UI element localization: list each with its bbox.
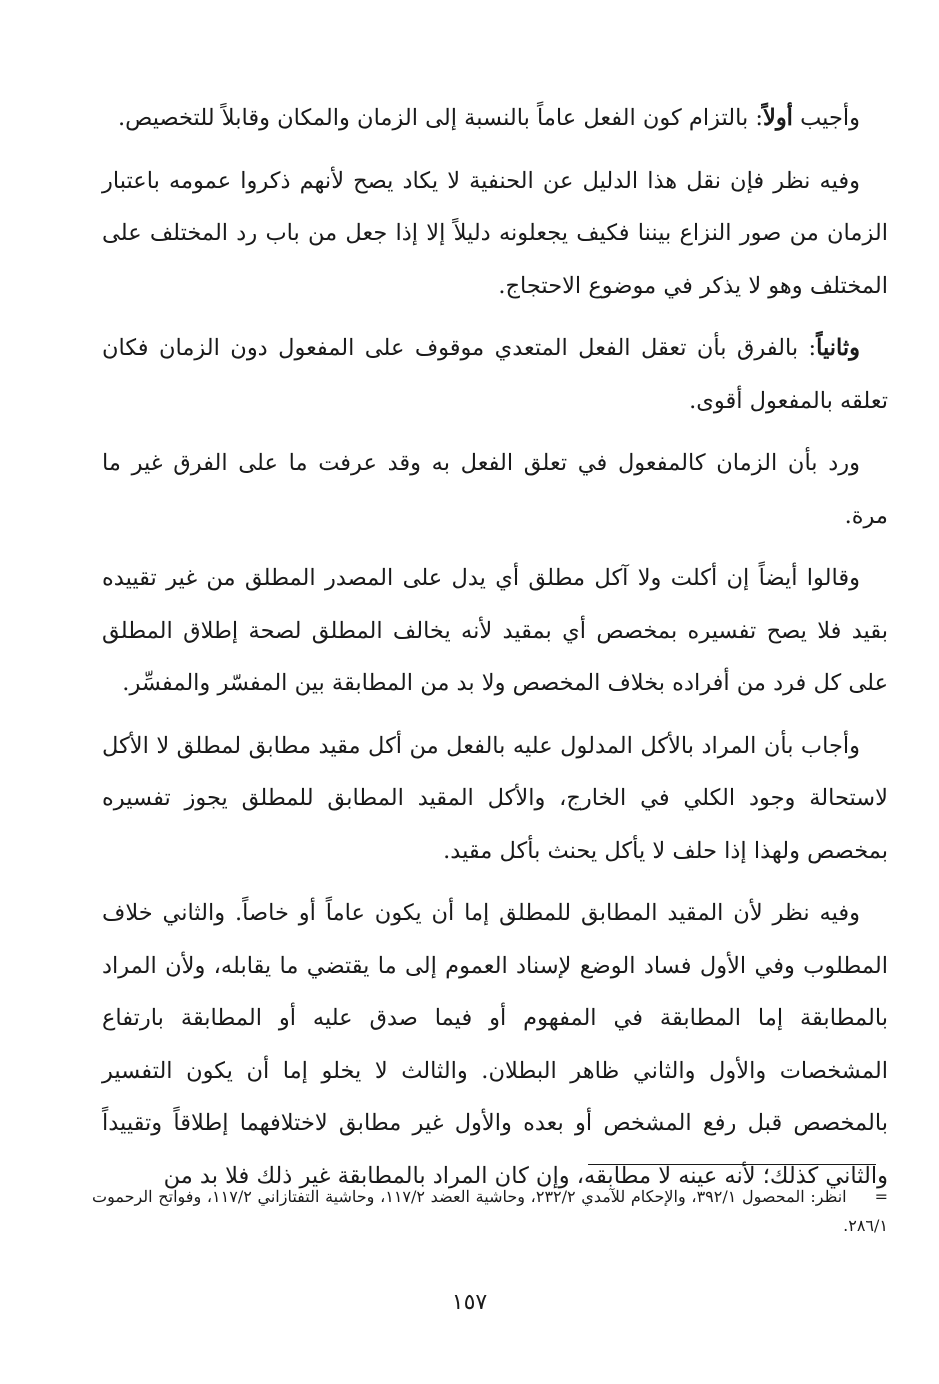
paragraph-5: وقالوا أيضاً إن أكلت ولا آكل مطلق أي يدل على المصدر المطلق من غير تقييده بقيد فلا يصح تفسيره بمخصص أي بمقيد لأنه يخالف المطلق لصحة إطلاق المطلق على كل فرد من أفراده بخلاف المخصص ولا بد من المطابقة بين المفسّر والمفسِّر. — [102, 565, 888, 696]
paragraph-3-bold-term: وثانياً — [816, 335, 860, 361]
paragraph-2: وفيه نظر فإن نقل هذا الدليل عن الحنفية لا يكاد يصح لأنهم ذكروا عمومه باعتبار الزمان من صور النزاع بيننا فكيف يجعلونه دليلاً إلا إذا جعل من باب رد المختلف على المختلف وهو لا يذكر في موضوع الاحتجاج. — [102, 167, 888, 299]
footnote-divider — [588, 1164, 876, 1165]
main-text — [102, 92, 888, 1212]
paragraph-1-bold-term: أولاً — [762, 105, 793, 131]
paragraph-1 — [102, 92, 888, 145]
paragraph-3-body: : بالفرق بأن تعقل الفعل المتعدي موقوف على المفعول دون الزمان فكان تعلقه بالمفعول أقوى. — [102, 335, 888, 414]
paragraph-1-body: : بالتزام كون الفعل عاماً بالنسبة إلى الزمان والمكان وقابلاً للتخصيص. — [118, 105, 763, 131]
paragraph-1-lead: وأجيب — [792, 105, 860, 131]
paragraph-7: وفيه نظر لأن المقيد المطابق للمطلق إما أن يكون عاماً أو خاصاً. والثاني خلاف المطلوب وفي الأول فساد الوضع لإسناد العموم إلى ما يقتضي ما يقابله، ولأن المراد بالمطابقة إما المطابقة في المفهوم أو فيما صدق عليه أو المطابقة بارتفاع المشخصات والأول والثاني ظاهر البطلان. والثالث لا يخلو إما أن يكون التفسير بالمخصص قبل رفع المشخص أو بعده والأول غير مطابق لاختلافهما إطلاقاً وتقييداً والثاني كذلك؛ لأنه عينه لا مطابقه، وإن كان المراد بالمطابقة غير ذلك فلا بد من — [102, 900, 888, 1189]
footnote — [92, 1182, 888, 1240]
footnote-text: انظر: المحصول ٣٩٢/١، والإحكام للآمدي ٢٣٢/٢، وحاشية العضد ١١٧/٢، وحاشية التفتازاني ١١٧/٢، وفواتح الرحموت ٢٨٦/١. — [92, 1187, 888, 1235]
paragraph-6: وأجاب بأن المراد بالأكل المدلول عليه بالفعل من أكل مقيد مطابق لمطلق لا الأكل لاستحالة وجود الكلي في الخارج، والأكل المقيد المطابق للمطلق يجوز تفسيره بمخصص ولهذا إذا حلف لا يأكل يحنث بأكل مقيد. — [102, 732, 888, 864]
page-number: ١٥٧ — [451, 1290, 488, 1315]
paragraph-3 — [102, 322, 888, 427]
paragraph-4: ورد بأن الزمان كالمفعول في تعلق الفعل به وقد عرفت ما على الفرق غير ما مرة. — [102, 450, 888, 529]
footnote-marker: = — [874, 1187, 889, 1206]
